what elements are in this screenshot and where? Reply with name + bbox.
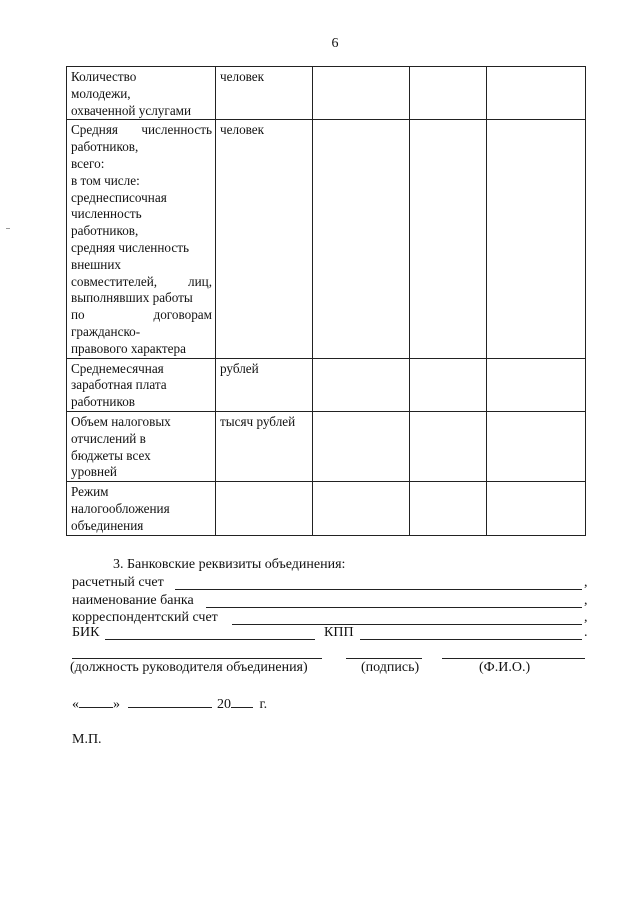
name-caption: (Ф.И.О.) [479, 660, 531, 675]
parameter-line: молодежи, [71, 85, 131, 101]
fold-mark [6, 228, 10, 229]
parameter-line: заработная плата [71, 377, 167, 393]
day-field[interactable] [79, 694, 113, 708]
unit-cell: рублей [216, 358, 313, 411]
parameter-line: численность [71, 206, 142, 222]
page-number: 6 [331, 36, 339, 51]
unit-cell [216, 482, 313, 535]
kpp-period: . [584, 625, 588, 640]
parameter-line: уровней [71, 464, 117, 480]
parameter-line: Количество [71, 69, 137, 84]
date-close-quote: » [113, 697, 120, 712]
section-3-title: 3. Банковские реквизиты объединения: [113, 557, 346, 572]
parameter-line: налогообложения [71, 500, 170, 516]
name-line[interactable] [442, 657, 585, 659]
bank-name-row [72, 593, 592, 611]
table-row [67, 120, 586, 358]
unit-cell: человек [216, 67, 313, 120]
value-cell[interactable] [313, 358, 410, 411]
value-cell[interactable] [313, 120, 410, 358]
parameter-line: совместителей, лиц, [71, 273, 212, 289]
account-comma: , [584, 575, 588, 590]
value-cell[interactable] [313, 482, 410, 535]
value-cell[interactable] [487, 120, 586, 358]
value-cell[interactable] [313, 411, 410, 481]
corr-account-comma: , [584, 610, 588, 625]
value-cell[interactable] [487, 358, 586, 411]
account-field[interactable] [175, 575, 582, 590]
parameter-line: бюджеты всех [71, 447, 151, 463]
parameter-line: Режим [71, 484, 109, 500]
year-prefix: 20 [217, 697, 231, 712]
parameter-line: Средняя численность [71, 122, 212, 138]
table-row [67, 358, 586, 411]
parameter-line: правового характера [71, 340, 186, 356]
parameter-line: работников [71, 394, 136, 410]
parameter-line: объединения [71, 517, 144, 533]
parameter-line: гражданско- [71, 323, 141, 339]
kpp-label: КПП [324, 625, 354, 640]
position-line[interactable] [72, 657, 322, 659]
parameter-cell [67, 482, 216, 535]
month-field[interactable] [128, 694, 212, 708]
parameter-line: работников, [71, 223, 139, 239]
table-row [67, 67, 586, 120]
bank-name-comma: , [584, 593, 588, 608]
value-cell[interactable] [410, 358, 487, 411]
parameter-line: работников, [71, 139, 139, 155]
parameter-line: в том числе: [71, 172, 140, 188]
table-row [67, 411, 586, 481]
year-suffix: г. [259, 697, 268, 712]
parameter-cell [67, 67, 216, 120]
bik-kpp-row [72, 625, 592, 643]
bik-field[interactable] [105, 625, 315, 640]
bank-name-field[interactable] [206, 593, 582, 608]
parameter-line: среднесписочная [71, 189, 167, 205]
date-open-quote: « [72, 697, 79, 712]
unit-cell: тысяч рублей [216, 411, 313, 481]
value-cell[interactable] [487, 67, 586, 120]
bank-name-label: наименование банка [72, 593, 194, 608]
parameter-line: Объем налоговых [71, 413, 171, 429]
kpp-field[interactable] [360, 625, 582, 640]
value-cell[interactable] [410, 482, 487, 535]
value-cell[interactable] [410, 411, 487, 481]
indicators-table [66, 66, 586, 536]
signature-caption: (подпись) [361, 660, 420, 675]
account-row [72, 575, 592, 593]
position-caption: (должность руководителя объединения) [70, 660, 308, 675]
year-field[interactable] [231, 694, 253, 708]
parameter-line: отчислений в [71, 430, 146, 446]
value-cell[interactable] [313, 67, 410, 120]
parameter-line: выполнявших работы [71, 290, 193, 306]
indicators-table-body [67, 67, 586, 536]
parameter-line: охваченной услугами [71, 102, 192, 118]
stamp-label: М.П. [72, 732, 102, 747]
value-cell[interactable] [487, 411, 586, 481]
value-cell[interactable] [487, 482, 586, 535]
account-label: расчетный счет [72, 575, 164, 590]
parameter-cell [67, 120, 216, 358]
unit-cell: человек [216, 120, 313, 358]
parameter-line: внешних [71, 256, 122, 272]
corr-account-label: корреспондентский счет [72, 610, 218, 625]
signature-line[interactable] [346, 657, 422, 659]
parameter-line: Среднемесячная [71, 360, 164, 376]
value-cell[interactable] [410, 67, 487, 120]
parameter-cell [67, 411, 216, 481]
parameter-line: средняя численность [71, 239, 189, 255]
bik-label: БИК [72, 625, 100, 640]
corr-account-field[interactable] [232, 610, 582, 625]
date-row [72, 694, 267, 714]
value-cell[interactable] [410, 120, 487, 358]
table-row [67, 482, 586, 535]
parameter-cell [67, 358, 216, 411]
parameter-line: по договорам [71, 307, 212, 323]
parameter-line: всего: [71, 155, 105, 171]
